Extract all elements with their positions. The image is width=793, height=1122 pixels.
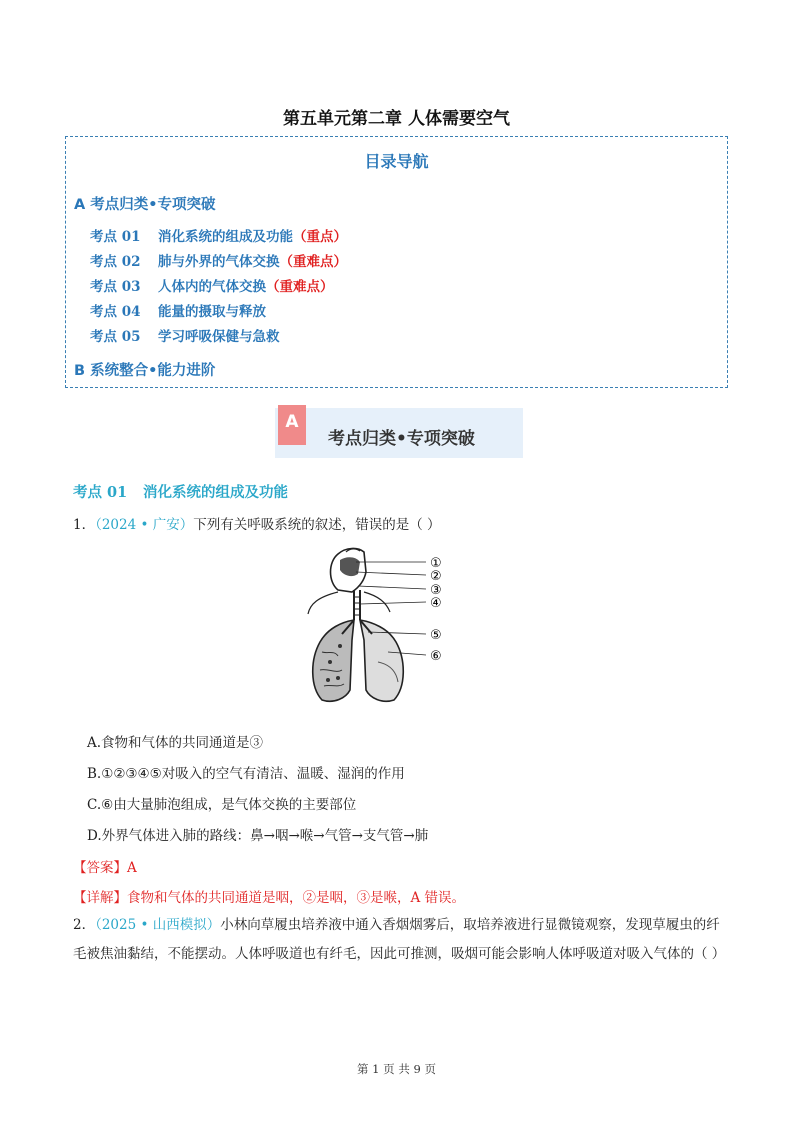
toc-item-1[interactable]: 考点 01 消化系统的组成及功能（重点） xyxy=(90,229,347,245)
banner-title: 考点归类•专项突破 xyxy=(328,429,475,449)
option-a[interactable]: A.食物和气体的共同通道是③ xyxy=(87,735,264,751)
toc-item-2[interactable]: 考点 02 肺与外界的气体交换（重难点） xyxy=(90,254,347,270)
banner-badge: A xyxy=(278,405,306,445)
kaodian-heading: 考点 01 消化系统的组成及功能 xyxy=(73,484,288,501)
page-footer: 第 1 页 共 9 页 xyxy=(357,1062,436,1076)
detail-1: 【详解】食物和气体的共同通道是咽，②是咽，③是喉，A 错误。 xyxy=(73,890,466,906)
toc-item-5[interactable]: 考点 05 学习呼吸保健与急救 xyxy=(90,329,280,345)
figure-label-4: ④ xyxy=(430,596,442,611)
figure-label-5: ⑤ xyxy=(430,628,442,643)
figure-label-2: ② xyxy=(430,569,442,584)
figure-label-6: ⑥ xyxy=(430,649,442,664)
question-2-stem: 2．（2025 • 山西模拟）小林向草履虫培养液中通入香烟烟雾后，取培养液进行显微镜观察，发现草履虫的纤毛被焦油黏结，不能摆动。人体呼吸道也有纤毛，因此可推测，吸烟可能会影响人体呼吸道对吸入气体的（ ） xyxy=(73,917,726,962)
toc-heading: 目录导航 xyxy=(364,152,429,171)
toc-item-4[interactable]: 考点 04 能量的摄取与释放 xyxy=(90,304,266,320)
question-1-stem: 1．（2024 • 广安）下列有关呼吸系统的叙述，错误的是（ ） xyxy=(73,517,441,533)
answer-1: 【答案】A xyxy=(73,860,137,876)
toc-section-a[interactable]: A 考点归类•专项突破 xyxy=(74,197,216,213)
option-b[interactable]: B.①②③④⑤对吸入的空气有清洁、温暖、湿润的作用 xyxy=(87,766,405,782)
toc-section-b[interactable]: B 系统整合•能力进阶 xyxy=(74,363,216,379)
page-title: 第五单元第二章 人体需要空气 xyxy=(283,109,510,129)
toc-box xyxy=(65,136,728,388)
option-c[interactable]: C.⑥由大量肺泡组成，是气体交换的主要部位 xyxy=(87,797,357,813)
figure-label-3: ③ xyxy=(430,583,442,598)
toc-item-3[interactable]: 考点 03 人体内的气体交换（重难点） xyxy=(90,279,334,295)
respiratory-system-figure xyxy=(298,542,448,707)
figure-label-1: ① xyxy=(430,556,442,571)
option-d[interactable]: D.外界气体进入肺的路线：鼻→咽→喉→气管→支气管→肺 xyxy=(87,828,429,844)
